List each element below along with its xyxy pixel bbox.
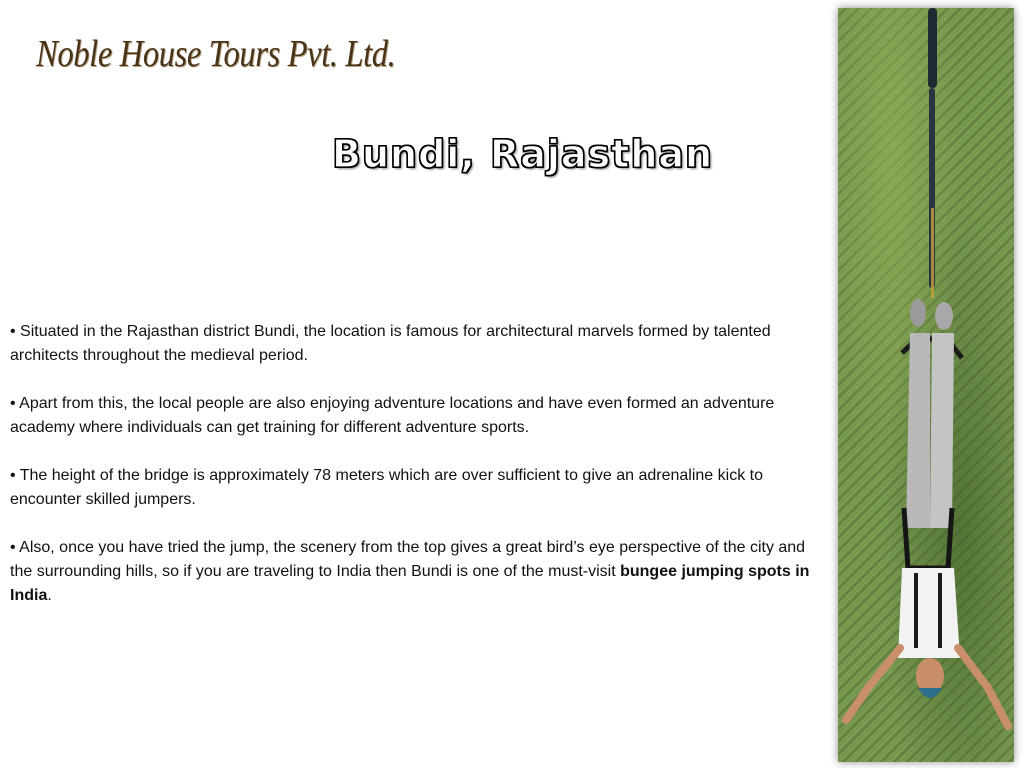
bold-link-text: bungee jumping spots in India: [10, 563, 810, 604]
bungee-jumper-photo: [838, 8, 1014, 762]
hair-bandana: [918, 688, 942, 698]
bullet-text: • Also, once you have tried the jump, the scenery from the top gives a great bird’s eye perspective of the city and the surrounding hills, so if you are traveling to India then Bundi is one of the must-visit: [10, 539, 806, 580]
bullet-paragraph: • The height of the bridge is approximately 78 meters which are over sufficient to give an adrenaline kick to encounter skilled jumpers.: [10, 467, 763, 508]
arm-left: [846, 648, 900, 720]
slide-body: [10, 320, 825, 632]
leg-left: [906, 333, 930, 528]
bullet-end: .: [47, 587, 52, 604]
company-logo: Noble House Tours Pvt. Ltd.: [36, 33, 396, 75]
shoe-left: [910, 299, 926, 327]
jumper-illustration: [838, 8, 1014, 762]
slide-title: Bundi, Rajasthan: [332, 132, 714, 176]
bullet-paragraph: [10, 536, 825, 608]
bullet-paragraph: • Situated in the Rajasthan district Bundi, the location is famous for architectural marvels formed by talented architects throughout the medieval period.: [10, 323, 771, 364]
bullet-paragraph: • Apart from this, the local people are also enjoying adventure locations and have even formed an adventure academy where individuals can get training for different adventure sports.: [10, 395, 775, 436]
cord-strap: [931, 208, 934, 298]
cord-top: [928, 8, 937, 88]
arm-right: [958, 648, 1008, 726]
leg-right: [930, 333, 954, 528]
shoe-right: [935, 302, 953, 330]
torso-shirt: [898, 568, 960, 658]
